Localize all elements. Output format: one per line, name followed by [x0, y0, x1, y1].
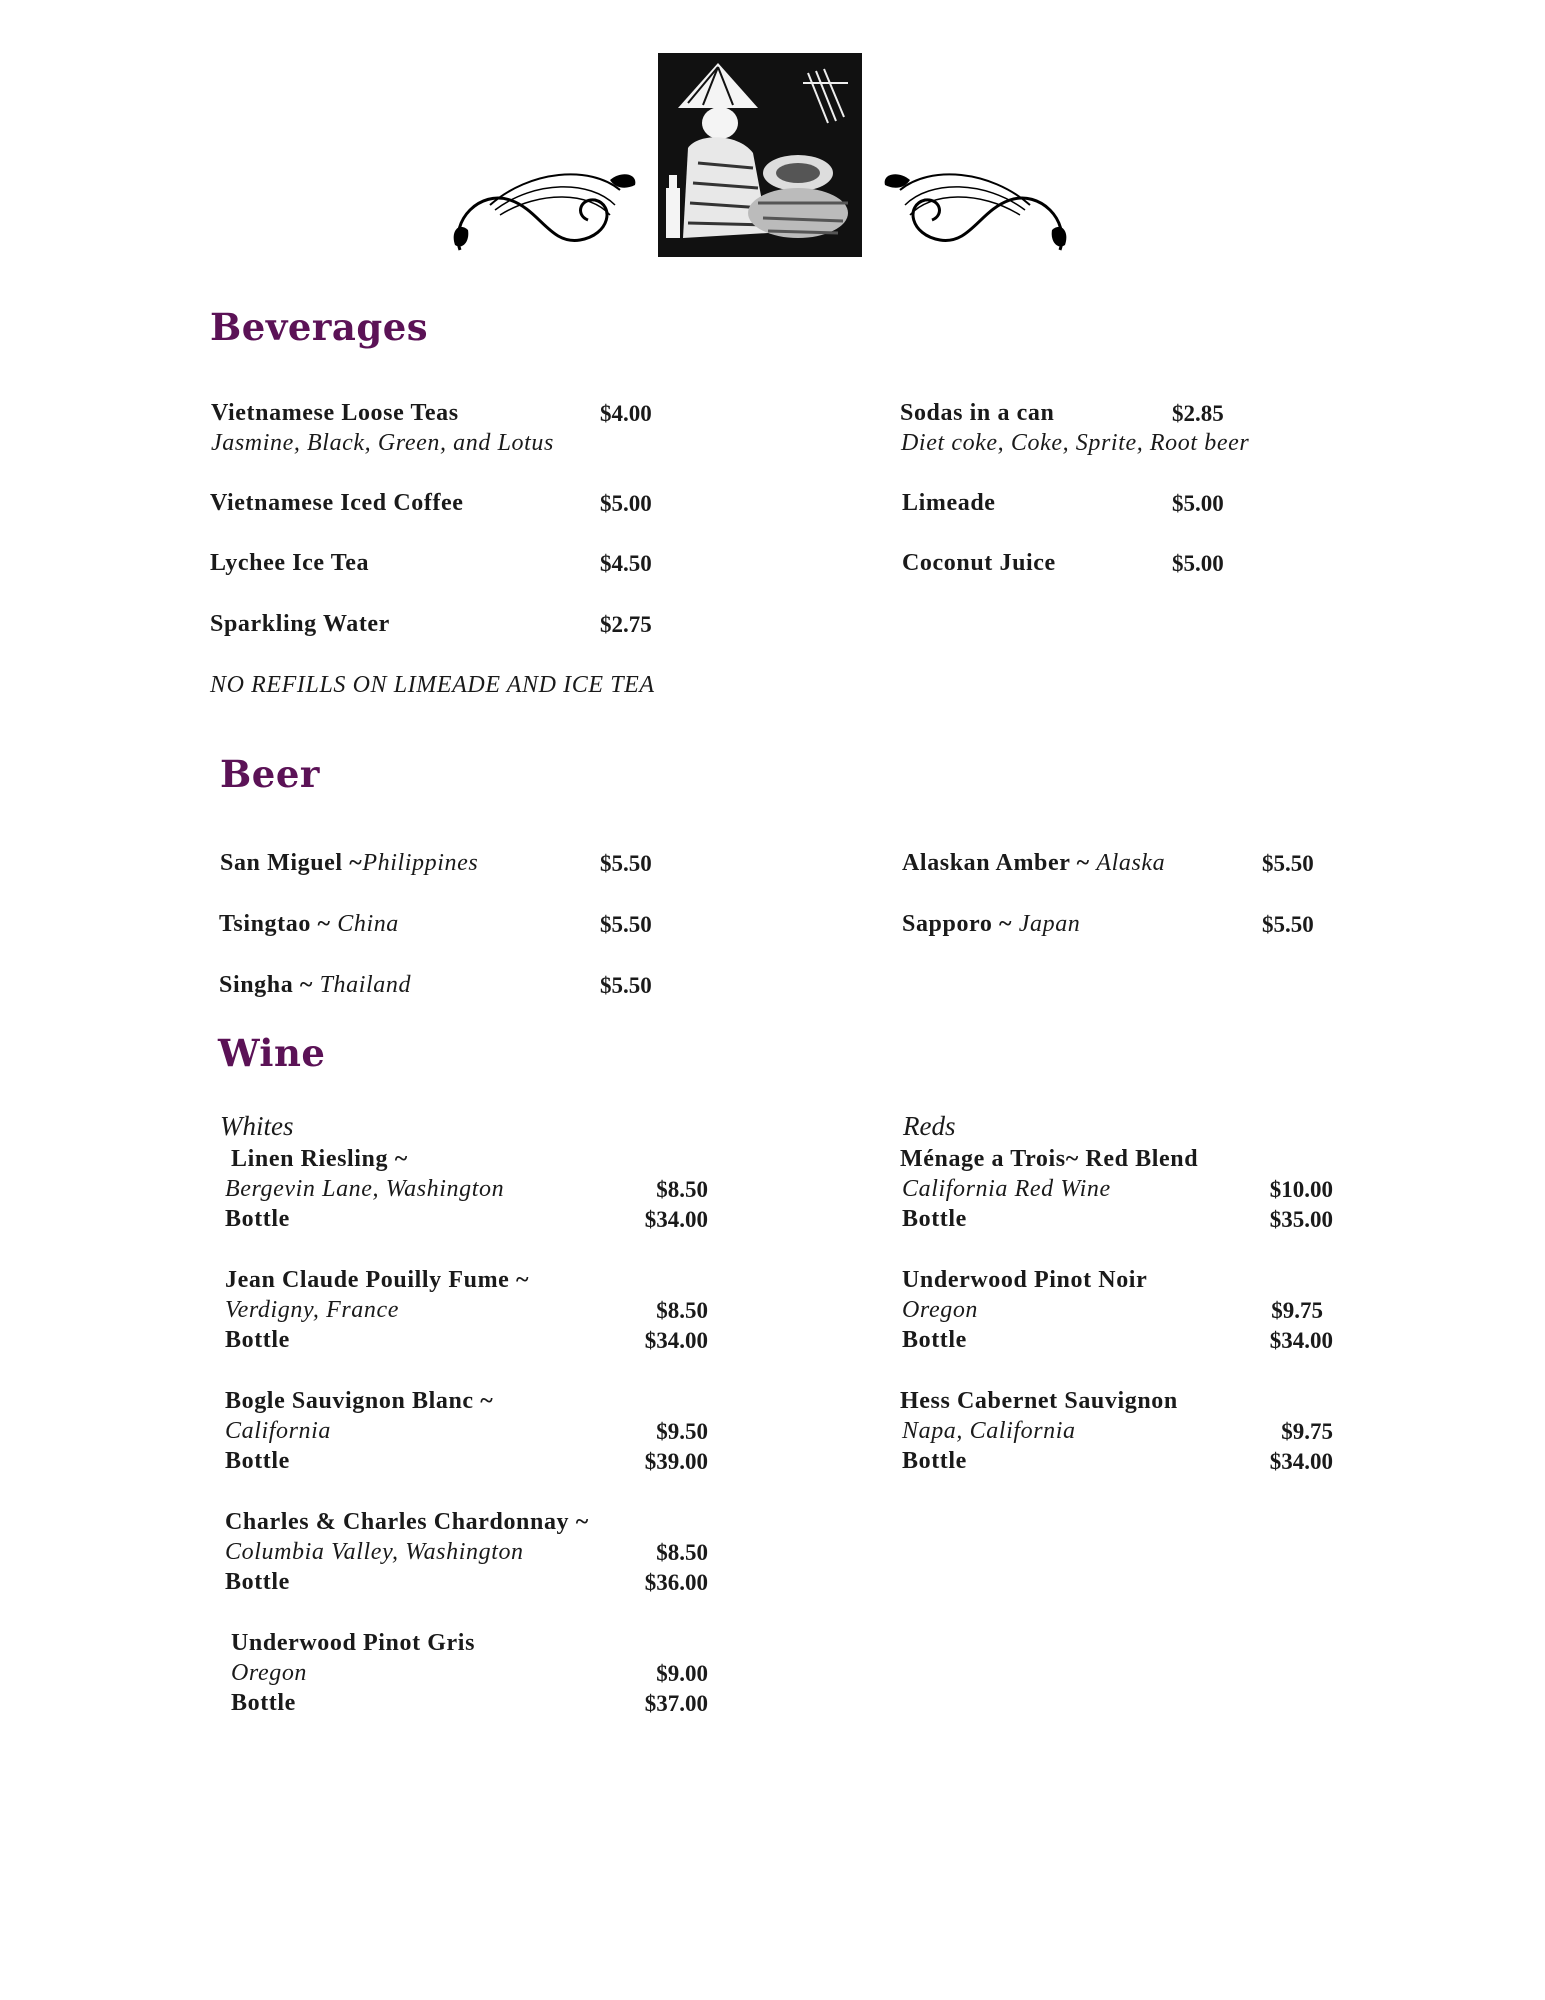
wine-glass-price: $8.50	[656, 1177, 708, 1202]
bev-item-name: Sodas in a can	[900, 400, 1055, 426]
wine-glass-price: $10.00	[1269, 1177, 1333, 1202]
wine-bottle-label: Bottle	[231, 1690, 296, 1716]
beer-name: San Miguel ~	[220, 850, 363, 876]
bev-item-name: Sparkling Water	[210, 611, 390, 637]
beer-name: Alaskan Amber ~	[902, 850, 1097, 876]
wine-region: California Red Wine	[902, 1176, 1111, 1202]
bev-item-desc: Diet coke, Coke, Sprite, Root beer	[901, 430, 1250, 456]
bev-item-name: Coconut Juice	[902, 550, 1056, 576]
beer-price: $5.50	[1262, 912, 1314, 937]
bev-item-name: Limeade	[902, 490, 996, 516]
wine-bottle-label: Bottle	[225, 1327, 290, 1353]
wine-bottle-label: Bottle	[902, 1206, 967, 1232]
wine-glass-price: $9.75	[1281, 1419, 1333, 1444]
wine-glass-price: $8.50	[656, 1540, 708, 1565]
bev-item-price: $4.50	[600, 551, 652, 576]
wine-glass-price: $8.50	[656, 1298, 708, 1323]
wine-bottle-price: $34.00	[1269, 1328, 1333, 1353]
beverages-note: NO REFILLS ON LIMEADE AND ICE TEA	[210, 672, 655, 698]
wine-bottle-label: Bottle	[225, 1569, 290, 1595]
beverages-heading: Beverages	[210, 305, 429, 349]
bev-item-price: $5.00	[1172, 551, 1224, 576]
wine-glass-price: $9.00	[656, 1661, 708, 1686]
header-logo	[450, 50, 1090, 260]
wine-region: Oregon	[231, 1660, 308, 1686]
wine-region: Napa, California	[902, 1418, 1076, 1444]
wine-bottle-price: $34.00	[644, 1207, 708, 1232]
flourish-right-icon	[880, 160, 1070, 260]
wine-bottle-price: $37.00	[644, 1691, 708, 1716]
beer-origin: Philippines	[362, 850, 479, 876]
reds-label: Reds	[903, 1111, 956, 1141]
wine-name: Linen Riesling ~	[231, 1146, 408, 1172]
wine-region: California	[225, 1418, 332, 1444]
wine-name: Bogle Sauvignon Blanc ~	[225, 1388, 494, 1414]
wine-glass-price: $9.75	[1271, 1298, 1323, 1323]
beer-price: $5.50	[600, 912, 652, 937]
bev-item-desc: Jasmine, Black, Green, and Lotus	[211, 430, 554, 456]
wine-region: Columbia Valley, Washington	[225, 1539, 524, 1565]
beer-item	[902, 911, 1080, 938]
beer-origin: China	[337, 911, 399, 937]
beer-price: $5.50	[1262, 851, 1314, 876]
wine-name: Jean Claude Pouilly Fume ~	[225, 1267, 530, 1293]
bev-item-price: $2.75	[600, 612, 652, 637]
woodcut-logo	[658, 53, 862, 257]
wine-name: Charles & Charles Chardonnay ~	[225, 1509, 589, 1535]
bev-item-price: $5.00	[600, 491, 652, 516]
wine-name: Underwood Pinot Noir	[902, 1267, 1148, 1293]
bev-item-name: Vietnamese Loose Teas	[211, 400, 459, 426]
flourish-left-icon	[450, 160, 640, 260]
beer-name: Sapporo ~	[902, 911, 1019, 937]
bev-item-price: $2.85	[1172, 401, 1224, 426]
beer-name: Tsingtao ~	[219, 911, 338, 937]
wine-bottle-price: $34.00	[1269, 1449, 1333, 1474]
beer-item	[220, 850, 478, 877]
wine-bottle-price: $34.00	[644, 1328, 708, 1353]
wine-name: Ménage a Trois~ Red Blend	[900, 1146, 1199, 1172]
beer-price: $5.50	[600, 973, 652, 998]
beer-origin: Japan	[1018, 911, 1081, 937]
wine-region: Oregon	[902, 1297, 979, 1323]
wine-name: Underwood Pinot Gris	[231, 1630, 476, 1656]
beer-heading: Beer	[220, 752, 320, 796]
wine-glass-price: $9.50	[656, 1419, 708, 1444]
beer-name: Singha ~	[219, 972, 320, 998]
beer-item	[219, 911, 399, 938]
wine-region: Bergevin Lane, Washington	[225, 1176, 505, 1202]
beer-origin: Alaska	[1096, 850, 1166, 876]
bev-item-name: Vietnamese Iced Coffee	[210, 490, 464, 516]
wine-heading: Wine	[218, 1031, 326, 1075]
beer-origin: Thailand	[319, 972, 412, 998]
beer-price: $5.50	[600, 851, 652, 876]
wine-bottle-label: Bottle	[902, 1327, 967, 1353]
wine-bottle-price: $36.00	[644, 1570, 708, 1595]
bev-item-price: $4.00	[600, 401, 652, 426]
bev-item-price: $5.00	[1172, 491, 1224, 516]
beer-item	[902, 850, 1165, 877]
wine-bottle-label: Bottle	[225, 1206, 290, 1232]
wine-bottle-label: Bottle	[902, 1448, 967, 1474]
beer-item	[219, 972, 411, 999]
wine-bottle-price: $39.00	[644, 1449, 708, 1474]
bev-item-name: Lychee Ice Tea	[210, 550, 370, 576]
wine-bottle-label: Bottle	[225, 1448, 290, 1474]
whites-label: Whites	[220, 1111, 294, 1141]
wine-name: Hess Cabernet Sauvignon	[900, 1388, 1178, 1414]
wine-bottle-price: $35.00	[1269, 1207, 1333, 1232]
wine-region: Verdigny, France	[225, 1297, 400, 1323]
